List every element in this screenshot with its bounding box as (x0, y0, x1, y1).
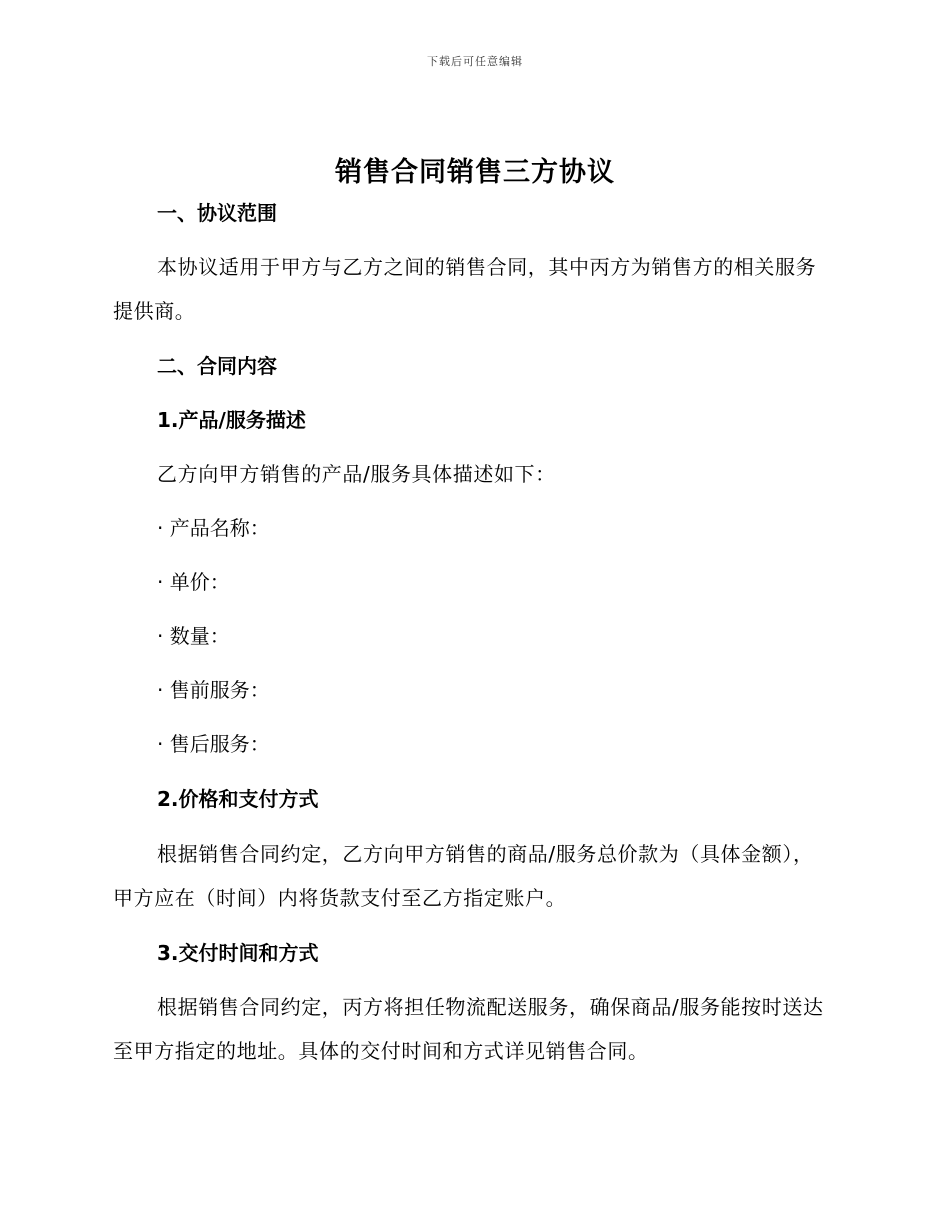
section-heading-scope: 一、协议范围 (157, 201, 277, 225)
header-note: 下载后可任意编辑 (427, 55, 523, 68)
subsection-heading-price-payment: 2.价格和支付方式 (157, 787, 319, 811)
list-item-unit-price: · 单价： (157, 570, 230, 594)
list-item-pre-sale-service: · 售前服务： (157, 678, 270, 702)
list-item-quantity: · 数量： (157, 624, 230, 648)
paragraph-product-intro: 乙方向甲方销售的产品/服务具体描述如下： (157, 462, 556, 486)
document-title: 销售合同销售三方协议 (335, 157, 615, 188)
list-item-after-sale-service: · 售后服务： (157, 732, 270, 756)
paragraph-delivery: 根据销售合同约定，丙方将担任物流配送服务，确保商品/服务能按时送达至甲方指定的地址。具体的交付时间和方式详见销售合同。 (113, 995, 824, 1063)
list-item-product-name: · 产品名称： (157, 516, 270, 540)
paragraph-price-payment: 根据销售合同约定，乙方向甲方销售的商品/服务总价款为（具体金额），甲方应在（时间）内将货款支付至乙方指定账户。 (113, 842, 814, 910)
paragraph-scope: 本协议适用于甲方与乙方之间的销售合同，其中丙方为销售方的相关服务提供商。 (113, 255, 817, 323)
subsection-heading-delivery: 3.交付时间和方式 (157, 941, 319, 965)
subsection-heading-product-description: 1.产品/服务描述 (157, 408, 306, 432)
section-heading-contract-content: 二、合同内容 (157, 354, 277, 378)
